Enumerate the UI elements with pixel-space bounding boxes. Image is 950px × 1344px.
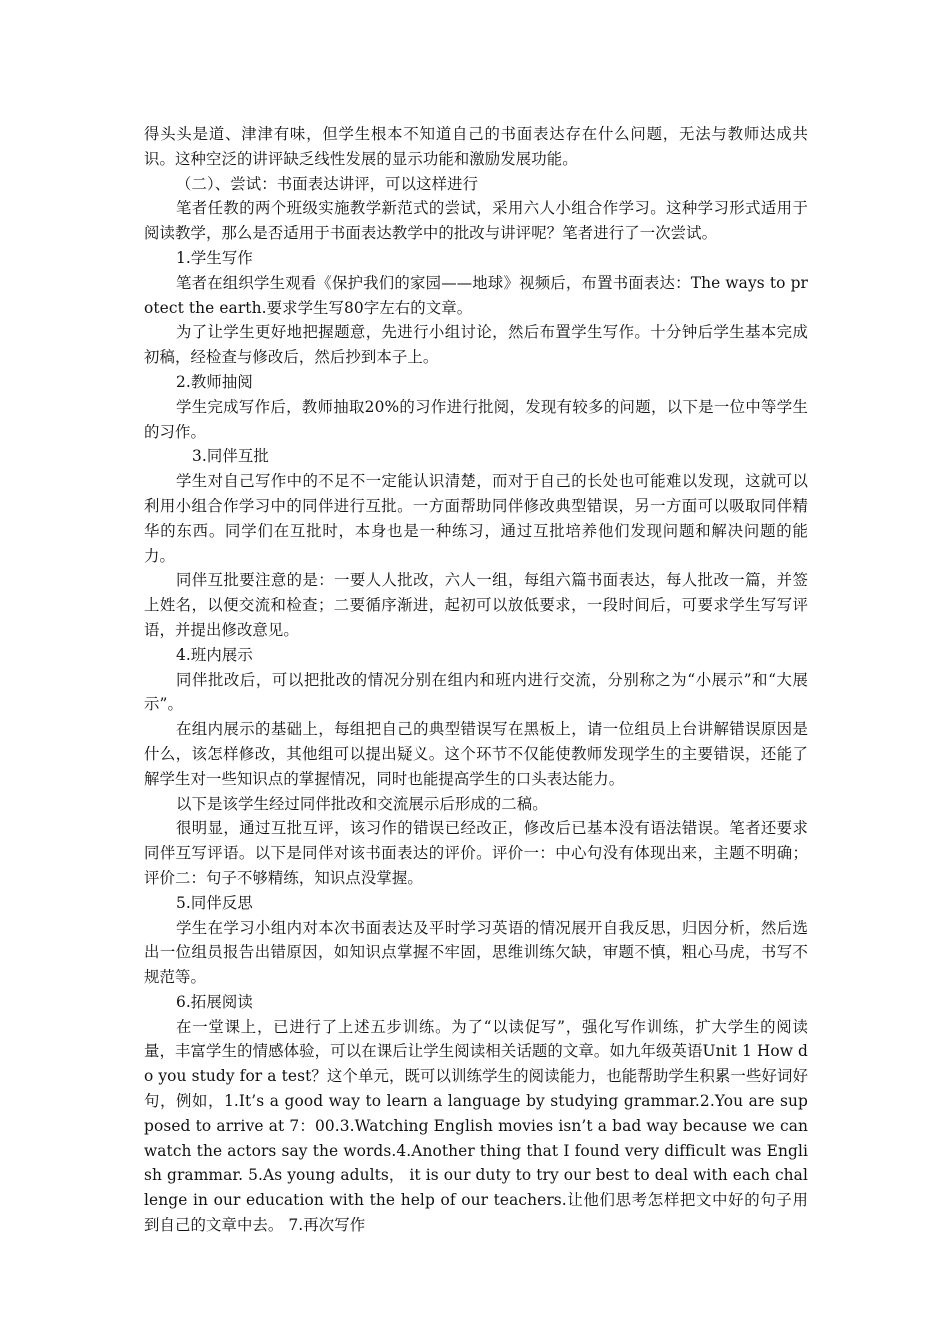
document-body [144,122,808,1238]
paragraph-5: 为了让学生更好地把握题意，先进行小组讨论，然后布置学生写作。十分钟后学生基本完成初稿，经检查与修改后，然后抄到本子上。 [144,323,808,367]
paragraph-19: 在一堂课上，已进行了上述五步训练。为了“以读促写”，强化写作训练，扩大学生的阅读量，丰富学生的情感体验，可以在课后让学生阅读相关话题的文章。如九年级英语Unit 1 How do you study for a test？这个单元，既可以训练学生的阅读能力，也能帮助学生积累一些好词好句，例如，1.It’s a good way to learn a language by studying grammar.2.You are supposed to arrive at 7：00.3.Watching English movies isn’t a bad way because we can watch the actors say the words.4.Another thing that I found very difficult was English grammar. 5.As young adults， it is our duty to try our best to deal with each challenge in our education with the help of our teachers.让他们思考怎样把文中好的句子用到自己的文章中去。 7.再次写作 [144,1017,808,1235]
step-heading-4: 4.班内展示 [176,645,253,664]
paragraph-15: 很明显，通过互批互评，该习作的错误已经改正，修改后已基本没有语法错误。笔者还要求同伴互写评语。以下是同伴对该书面表达的评价。评价一：中心句没有体现出来，主题不明确；评价二：句子不够精练，知识点没掌握。 [144,819,808,887]
paragraph-13: 在组内展示的基础上，每组把自己的典型错误写在黑板上，请一位组员上台讲解错误原因是什么，该怎样修改，其他组可以提出疑义。这个环节不仅能使教师发现学生的主要错误，还能了解学生对一些知识点的掌握情况，同时也能提高学生的口头表达能力。 [144,720,808,788]
paragraph-4: 笔者在组织学生观看《保护我们的家园——地球》视频后，布置书面表达：The ways to protect the earth.要求学生写80字左右的文章。 [144,273,808,317]
paragraph-9: 学生对自己写作中的不足不一定能认识清楚，而对于自己的长处也可能难以发现，这就可以利用小组合作学习中的同伴进行互批。一方面帮助同伴修改典型错误，另一方面可以吸取同伴精华的东西。同学们在互批时，本身也是一种练习，通过互批培养他们发现问题和解决问题的能力。 [144,472,808,565]
paragraph-0: 得头头是道、津津有味，但学生根本不知道自己的书面表达存在什么问题，无法与教师达成共识。这种空泛的讲评缺乏线性发展的显示功能和激励发展功能。 [144,125,808,168]
step-heading-3: 3.同伴互批 [192,447,269,466]
step-heading-2: 2.教师抽阅 [176,372,253,391]
paragraph-7: 学生完成写作后，教师抽取20%的习作进行批阅，发现有较多的问题，以下是一位中等学生的习作。 [144,397,808,441]
paragraph-17: 学生在学习小组内对本次书面表达及平时学习英语的情况展开自我反思，归因分析，然后选出一位组员报告出错原因，如知识点掌握不牢固，思维训练欠缺，审题不慎，粗心马虎，书写不规范等。 [144,918,808,987]
step-heading-1: 1.学生写作 [176,248,253,267]
paragraph-12: 同伴批改后，可以把批改的情况分别在组内和班内进行交流，分别称之为“小展示”和“大展示”。 [144,670,808,714]
paragraph-14: 以下是该学生经过同伴批改和交流展示后形成的二稿。 [176,794,548,813]
paragraph-10: 同伴互批要注意的是：一要人人批改，六人一组，每组六篇书面表达，每人批改一篇，并签上姓名，以便交流和检查；二要循序渐进，起初可以放低要求，一段时间后，可要求学生写写评语，并提出修改意见。 [144,571,808,639]
step-heading-5: 5.同伴反思 [176,893,253,912]
step-heading-6: 6.拓展阅读 [176,992,253,1011]
paragraph-2: 笔者任教的两个班级实施教学新范式的尝试，采用六人小组合作学习。这种学习形式适用于阅读教学，那么是否适用于书面表达教学中的批改与讲评呢？笔者进行了一次尝试。 [144,199,808,243]
section-heading-attempt: （二）、尝试：书面表达讲评，可以这样进行 [176,174,479,193]
